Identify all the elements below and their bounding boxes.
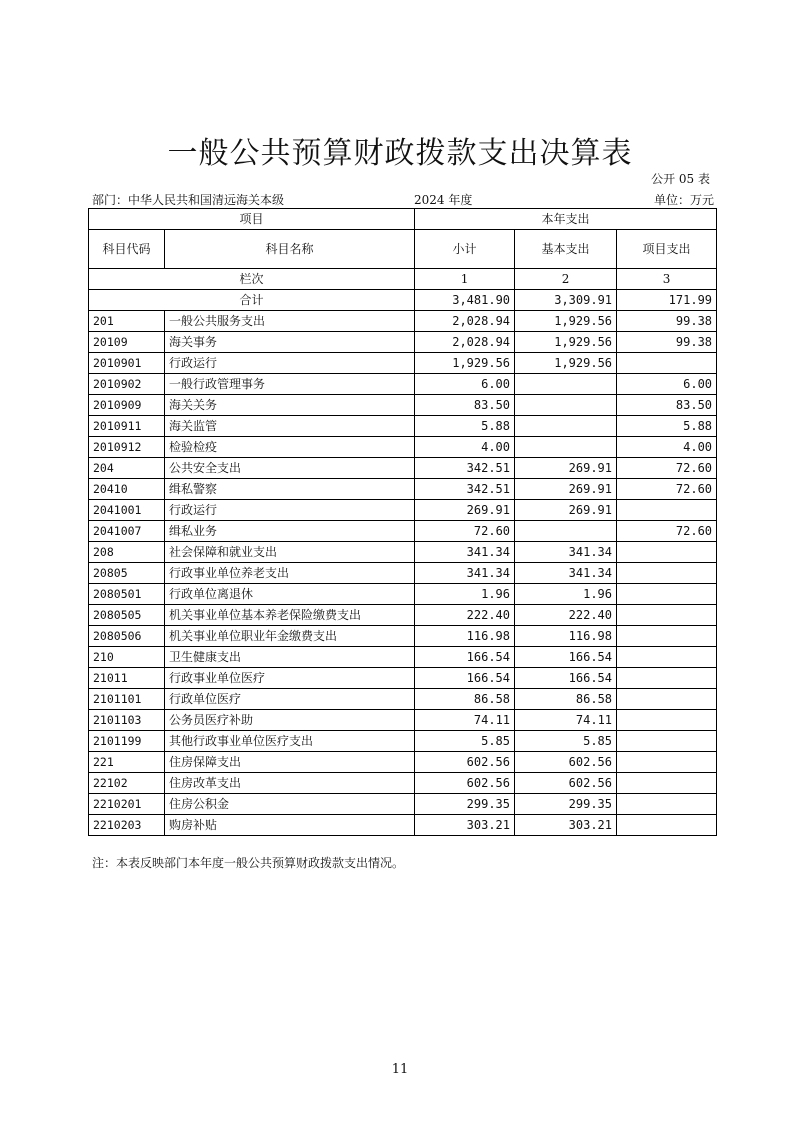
expense-table <box>88 208 717 836</box>
total-row <box>89 290 717 311</box>
row-name: 卫生健康支出 <box>165 647 415 668</box>
row-basic: 5.85 <box>515 731 617 752</box>
row-basic <box>515 395 617 416</box>
row-basic <box>515 416 617 437</box>
table-row <box>89 626 717 647</box>
column-index-1: 1 <box>415 269 515 290</box>
row-basic: 299.35 <box>515 794 617 815</box>
row-subtotal: 74.11 <box>415 710 515 731</box>
table-row <box>89 731 717 752</box>
row-project: 5.88 <box>617 416 717 437</box>
row-subtotal: 166.54 <box>415 647 515 668</box>
row-code: 2010901 <box>89 353 165 374</box>
column-index-row <box>89 269 717 290</box>
row-basic: 1,929.56 <box>515 353 617 374</box>
row-basic: 303.21 <box>515 815 617 836</box>
table-row <box>89 815 717 836</box>
table-row <box>89 332 717 353</box>
row-subtotal: 1.96 <box>415 584 515 605</box>
row-code: 20410 <box>89 479 165 500</box>
row-name: 行政事业单位养老支出 <box>165 563 415 584</box>
row-subtotal: 4.00 <box>415 437 515 458</box>
table-row <box>89 437 717 458</box>
row-name: 机关事业单位职业年金缴费支出 <box>165 626 415 647</box>
fiscal-year: 2024 年度 <box>414 193 473 207</box>
table-row <box>89 668 717 689</box>
row-name: 其他行政事业单位医疗支出 <box>165 731 415 752</box>
row-subtotal: 5.88 <box>415 416 515 437</box>
row-project <box>617 773 717 794</box>
row-code: 2101101 <box>89 689 165 710</box>
row-code: 2010902 <box>89 374 165 395</box>
row-code: 208 <box>89 542 165 563</box>
row-name: 海关关务 <box>165 395 415 416</box>
table-row <box>89 311 717 332</box>
row-project <box>617 605 717 626</box>
row-code: 204 <box>89 458 165 479</box>
table-row <box>89 584 717 605</box>
table-row <box>89 563 717 584</box>
row-code: 2210201 <box>89 794 165 815</box>
row-project <box>617 353 717 374</box>
meta-row <box>92 191 714 207</box>
row-project: 6.00 <box>617 374 717 395</box>
row-name: 公共安全支出 <box>165 458 415 479</box>
row-project <box>617 752 717 773</box>
table-row <box>89 374 717 395</box>
row-name: 行政单位离退休 <box>165 584 415 605</box>
form-number: 公开 05 表 <box>651 172 710 186</box>
row-basic: 269.91 <box>515 479 617 500</box>
row-subtotal: 86.58 <box>415 689 515 710</box>
row-basic: 86.58 <box>515 689 617 710</box>
row-subtotal: 341.34 <box>415 542 515 563</box>
table-row <box>89 500 717 521</box>
row-name: 缉私业务 <box>165 521 415 542</box>
table-row <box>89 479 717 500</box>
row-subtotal: 72.60 <box>415 521 515 542</box>
row-name: 缉私警察 <box>165 479 415 500</box>
department-label: 部门：中华人民共和国清远海关本级 <box>92 193 285 207</box>
row-name: 行政事业单位医疗 <box>165 668 415 689</box>
row-project <box>617 563 717 584</box>
row-subtotal: 602.56 <box>415 752 515 773</box>
table-row <box>89 710 717 731</box>
row-name: 住房保障支出 <box>165 752 415 773</box>
table-row <box>89 521 717 542</box>
header-basic: 基本支出 <box>515 230 617 269</box>
row-project: 99.38 <box>617 311 717 332</box>
row-code: 2080505 <box>89 605 165 626</box>
row-project <box>617 794 717 815</box>
row-code: 2010912 <box>89 437 165 458</box>
row-basic <box>515 521 617 542</box>
row-name: 一般公共服务支出 <box>165 311 415 332</box>
row-code: 21011 <box>89 668 165 689</box>
row-name: 海关事务 <box>165 332 415 353</box>
row-name: 住房公积金 <box>165 794 415 815</box>
row-code: 2210203 <box>89 815 165 836</box>
row-project <box>617 584 717 605</box>
row-code: 2041001 <box>89 500 165 521</box>
row-name: 行政运行 <box>165 500 415 521</box>
column-index-2: 2 <box>515 269 617 290</box>
row-basic: 1.96 <box>515 584 617 605</box>
row-project: 72.60 <box>617 479 717 500</box>
row-basic: 341.34 <box>515 542 617 563</box>
row-basic: 602.56 <box>515 773 617 794</box>
row-subtotal: 602.56 <box>415 773 515 794</box>
row-subtotal: 2,028.94 <box>415 311 515 332</box>
row-basic: 341.34 <box>515 563 617 584</box>
row-subtotal: 83.50 <box>415 395 515 416</box>
header-code: 科目代码 <box>89 230 165 269</box>
row-subtotal: 166.54 <box>415 668 515 689</box>
page-number: 11 <box>391 1062 409 1077</box>
header-current-year-expense: 本年支出 <box>415 209 717 230</box>
row-basic <box>515 374 617 395</box>
table-note: 注：本表反映部门本年度一般公共预算财政拨款支出情况。 <box>92 856 405 870</box>
row-project <box>617 815 717 836</box>
row-basic: 74.11 <box>515 710 617 731</box>
row-name: 购房补贴 <box>165 815 415 836</box>
table-row <box>89 458 717 479</box>
row-code: 221 <box>89 752 165 773</box>
row-code: 22102 <box>89 773 165 794</box>
row-project <box>617 647 717 668</box>
row-subtotal: 5.85 <box>415 731 515 752</box>
table-row <box>89 647 717 668</box>
row-code: 2080501 <box>89 584 165 605</box>
row-basic: 1,929.56 <box>515 332 617 353</box>
row-name: 一般行政管理事务 <box>165 374 415 395</box>
row-subtotal: 342.51 <box>415 458 515 479</box>
header-item: 项目 <box>89 209 415 230</box>
total-basic: 3,309.91 <box>515 290 617 311</box>
row-name: 社会保障和就业支出 <box>165 542 415 563</box>
total-label: 合计 <box>89 290 415 311</box>
row-basic: 269.91 <box>515 500 617 521</box>
row-basic: 602.56 <box>515 752 617 773</box>
row-basic: 1,929.56 <box>515 311 617 332</box>
row-subtotal: 116.98 <box>415 626 515 647</box>
row-project <box>617 626 717 647</box>
page-title: 一般公共预算财政拨款支出决算表 <box>167 136 633 171</box>
row-code: 210 <box>89 647 165 668</box>
table-row <box>89 794 717 815</box>
row-project: 83.50 <box>617 395 717 416</box>
header-subtotal: 小计 <box>415 230 515 269</box>
row-project: 72.60 <box>617 521 717 542</box>
table-row <box>89 773 717 794</box>
table-row <box>89 542 717 563</box>
table-row <box>89 689 717 710</box>
row-name: 机关事业单位基本养老保险缴费支出 <box>165 605 415 626</box>
row-name: 公务员医疗补助 <box>165 710 415 731</box>
row-basic: 166.54 <box>515 668 617 689</box>
row-project <box>617 731 717 752</box>
row-basic: 116.98 <box>515 626 617 647</box>
row-project: 72.60 <box>617 458 717 479</box>
row-project <box>617 668 717 689</box>
row-project <box>617 542 717 563</box>
row-basic: 222.40 <box>515 605 617 626</box>
header-name: 科目名称 <box>165 230 415 269</box>
row-code: 2041007 <box>89 521 165 542</box>
row-basic <box>515 437 617 458</box>
row-subtotal: 303.21 <box>415 815 515 836</box>
row-basic: 166.54 <box>515 647 617 668</box>
table-row <box>89 752 717 773</box>
row-code: 2101199 <box>89 731 165 752</box>
header-project: 项目支出 <box>617 230 717 269</box>
row-basic: 269.91 <box>515 458 617 479</box>
table-row <box>89 605 717 626</box>
table-row <box>89 416 717 437</box>
row-subtotal: 2,028.94 <box>415 332 515 353</box>
row-name: 检验检疫 <box>165 437 415 458</box>
row-code: 20805 <box>89 563 165 584</box>
row-code: 2080506 <box>89 626 165 647</box>
column-index-label: 栏次 <box>89 269 415 290</box>
row-subtotal: 269.91 <box>415 500 515 521</box>
row-name: 住房改革支出 <box>165 773 415 794</box>
row-code: 2101103 <box>89 710 165 731</box>
row-subtotal: 6.00 <box>415 374 515 395</box>
table-row <box>89 395 717 416</box>
row-project <box>617 689 717 710</box>
row-code: 201 <box>89 311 165 332</box>
row-name: 海关监管 <box>165 416 415 437</box>
header-row-1 <box>89 209 717 230</box>
row-name: 行政单位医疗 <box>165 689 415 710</box>
row-code: 2010909 <box>89 395 165 416</box>
total-subtotal: 3,481.90 <box>415 290 515 311</box>
total-project: 171.99 <box>617 290 717 311</box>
column-index-3: 3 <box>617 269 717 290</box>
row-name: 行政运行 <box>165 353 415 374</box>
row-project <box>617 500 717 521</box>
row-project: 99.38 <box>617 332 717 353</box>
table-row <box>89 353 717 374</box>
row-subtotal: 299.35 <box>415 794 515 815</box>
row-code: 20109 <box>89 332 165 353</box>
row-subtotal: 222.40 <box>415 605 515 626</box>
row-project <box>617 710 717 731</box>
row-code: 2010911 <box>89 416 165 437</box>
row-subtotal: 1,929.56 <box>415 353 515 374</box>
row-subtotal: 342.51 <box>415 479 515 500</box>
row-subtotal: 341.34 <box>415 563 515 584</box>
row-project: 4.00 <box>617 437 717 458</box>
unit-label: 单位：万元 <box>653 193 714 207</box>
header-row-2 <box>89 230 717 269</box>
